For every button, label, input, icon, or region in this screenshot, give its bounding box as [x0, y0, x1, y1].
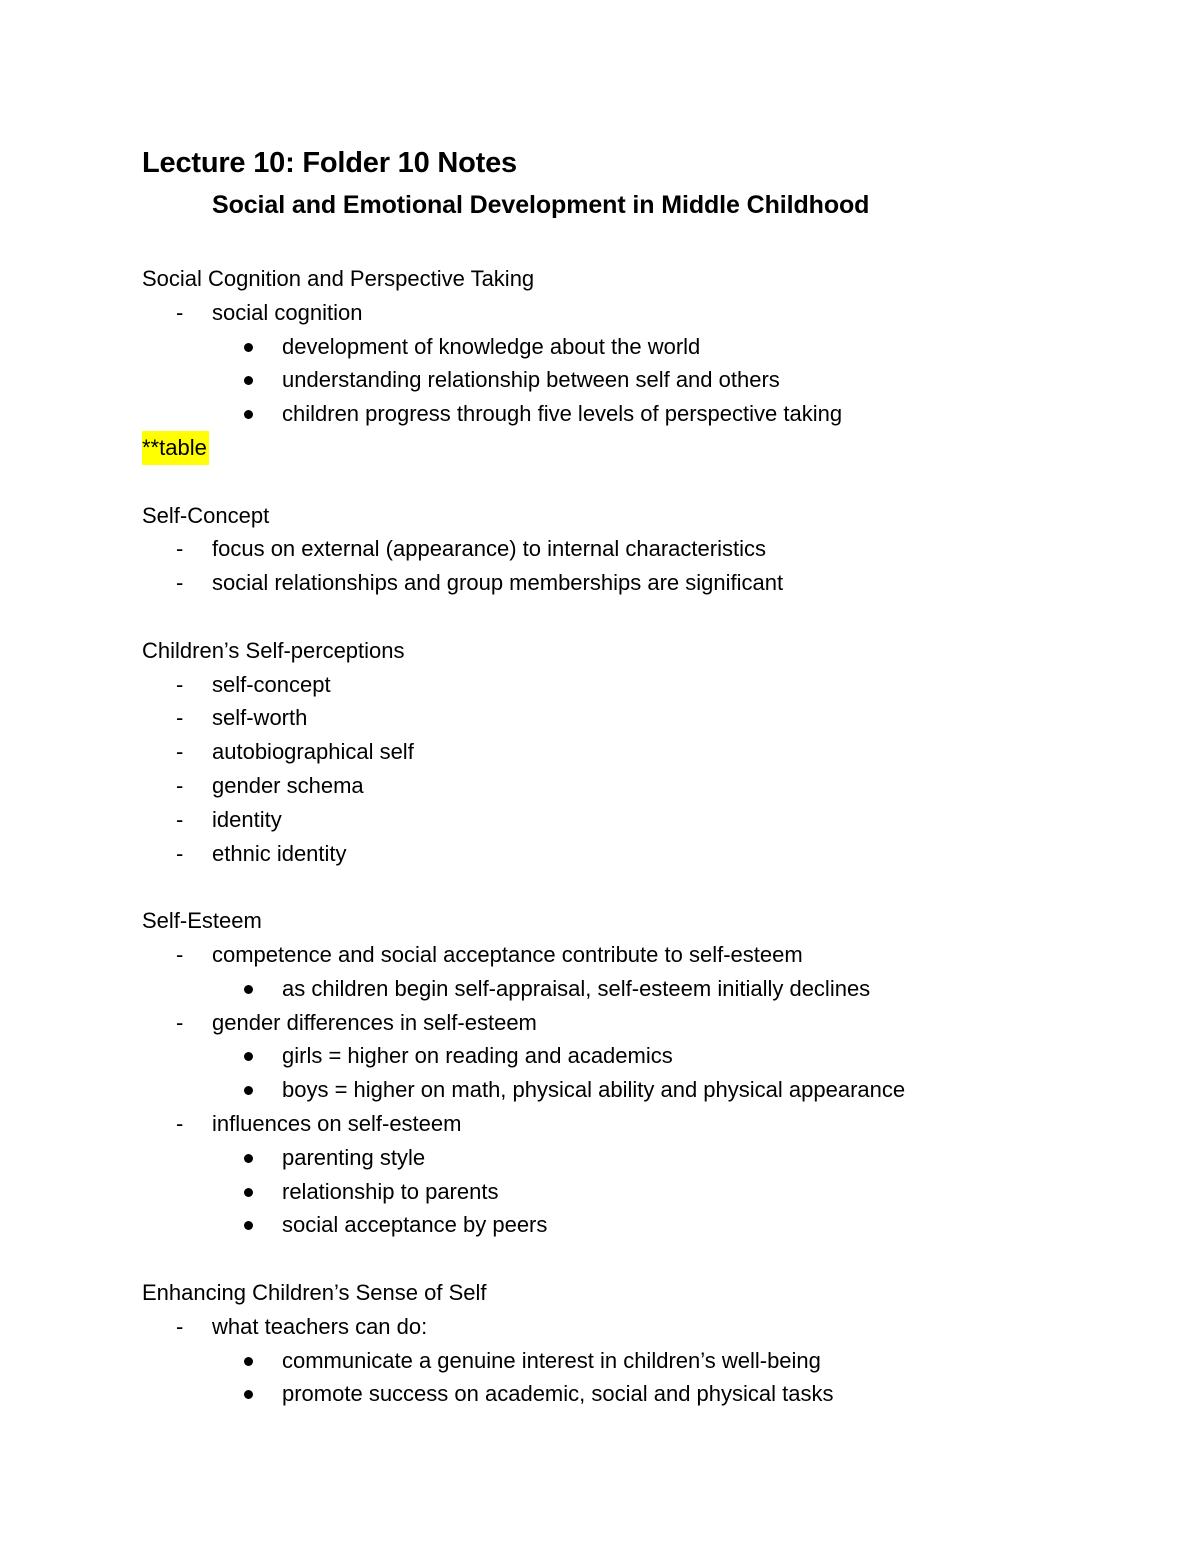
bullet-item-text: understanding relationship between self and others: [282, 367, 780, 393]
dash-marker: -: [176, 1009, 184, 1035]
dash-marker: -: [176, 1110, 184, 1136]
bullet-list: [212, 330, 1102, 431]
dash-list: [142, 668, 1102, 871]
bullet-icon: [244, 376, 253, 385]
list-item-text: self-worth: [212, 705, 308, 731]
bullet-icon: [244, 1052, 253, 1061]
list-item: [142, 296, 1102, 431]
bullet-list: [212, 1141, 1102, 1242]
section-heading: Social Cognition and Perspective Taking: [142, 266, 535, 291]
bullet-item: [212, 397, 1102, 431]
list-item-text: focus on external (appearance) to internal characteristics: [212, 536, 766, 562]
section-heading: Children’s Self-perceptions: [142, 637, 405, 663]
dash-marker: -: [176, 806, 184, 832]
dash-list: [142, 938, 1102, 1242]
section-self-concept: [142, 499, 1102, 600]
list-item-text: social cognition: [212, 299, 363, 325]
note-line: [142, 431, 1102, 465]
bullet-icon: [244, 410, 253, 419]
bullet-item: [212, 1175, 1102, 1209]
dash-marker: -: [176, 536, 184, 562]
list-item: [142, 938, 1102, 1006]
dash-list: [142, 1310, 1102, 1411]
highlighted-note: **table: [142, 431, 209, 465]
section-heading: Self-Esteem: [142, 908, 262, 934]
dash-marker: -: [176, 1313, 184, 1339]
list-item: [142, 769, 1102, 803]
dash-list: [142, 296, 1102, 431]
bullet-icon: [244, 1188, 253, 1197]
bullet-item-text: promote success on academic, social and physical tasks: [282, 1381, 834, 1407]
dash-marker: -: [176, 299, 184, 325]
list-item-text: gender schema: [212, 772, 364, 798]
section-self-esteem: [142, 904, 1102, 1242]
section-enhancing-childrens-sense-of-self: [142, 1276, 1102, 1411]
bullet-item: [212, 972, 1102, 1006]
bullet-list: [212, 972, 1102, 1006]
list-item: [142, 1006, 1102, 1107]
bullet-item: [212, 330, 1102, 364]
bullet-item-text: girls = higher on reading and academics: [282, 1043, 673, 1069]
bullet-item: [212, 1039, 1102, 1073]
section-social-cognition-and-perspective-taking: [142, 262, 1102, 465]
bullet-list: [212, 1344, 1102, 1412]
bullet-icon: [244, 1221, 253, 1230]
list-item-text: self-concept: [212, 671, 331, 697]
bullet-icon: [244, 1357, 253, 1366]
list-item: [142, 1310, 1102, 1411]
dash-marker: -: [176, 705, 184, 731]
list-item: [142, 837, 1102, 871]
bullet-item: [212, 1377, 1102, 1411]
list-item: [142, 701, 1102, 735]
list-item-text: autobiographical self: [212, 739, 414, 765]
page-subtitle: Social and Emotional Development in Middle Childhood: [212, 191, 870, 219]
list-item-text: ethnic identity: [212, 840, 347, 866]
list-item-text: influences on self-esteem: [212, 1110, 462, 1136]
bullet-item: [212, 1073, 1102, 1107]
bullet-icon: [244, 1086, 253, 1095]
bullet-item-text: communicate a genuine interest in children’s well-being: [282, 1347, 821, 1373]
list-item: [142, 735, 1102, 769]
dash-marker: -: [176, 570, 184, 596]
bullet-list: [212, 1039, 1102, 1107]
bullet-icon: [244, 1154, 253, 1163]
list-item-text: competence and social acceptance contribute to self-esteem: [212, 941, 803, 967]
page-title: Lecture 10: Folder 10 Notes: [142, 147, 517, 179]
bullet-item-text: relationship to parents: [282, 1178, 499, 1204]
bullet-icon: [244, 1390, 253, 1399]
section-heading: Enhancing Children’s Sense of Self: [142, 1279, 487, 1305]
list-item: [142, 566, 1102, 600]
list-item: [142, 532, 1102, 566]
bullet-icon: [244, 985, 253, 994]
dash-marker: -: [176, 671, 184, 697]
list-item-text: what teachers can do:: [212, 1313, 428, 1339]
bullet-item-text: as children begin self-appraisal, self-esteem initially declines: [282, 975, 871, 1001]
list-item: [142, 803, 1102, 837]
bullet-item-text: social acceptance by peers: [282, 1212, 548, 1238]
bullet-item-text: development of knowledge about the world: [282, 333, 701, 359]
bullet-item: [212, 363, 1102, 397]
list-item-text: gender differences in self-esteem: [212, 1009, 537, 1035]
dash-marker: -: [176, 941, 184, 967]
bullet-icon: [244, 343, 253, 352]
list-item: [142, 668, 1102, 702]
section-heading: Self-Concept: [142, 502, 270, 528]
bullet-item: [212, 1141, 1102, 1175]
bullet-item-text: parenting style: [282, 1144, 426, 1170]
list-item: [142, 1107, 1102, 1242]
bullet-item: [212, 1344, 1102, 1378]
bullet-item-text: children progress through five levels of perspective taking: [282, 401, 843, 427]
bullet-item-text: boys = higher on math, physical ability and physical appearance: [282, 1077, 906, 1103]
dash-marker: -: [176, 772, 184, 798]
notes-body: [142, 262, 1102, 1445]
dash-list: [142, 532, 1102, 600]
section-childrens-self-perceptions: [142, 634, 1102, 871]
list-item-text: social relationships and group memberships are significant: [212, 570, 784, 596]
list-item-text: identity: [212, 806, 282, 832]
bullet-item: [212, 1208, 1102, 1242]
dash-marker: -: [176, 739, 184, 765]
dash-marker: -: [176, 840, 184, 866]
